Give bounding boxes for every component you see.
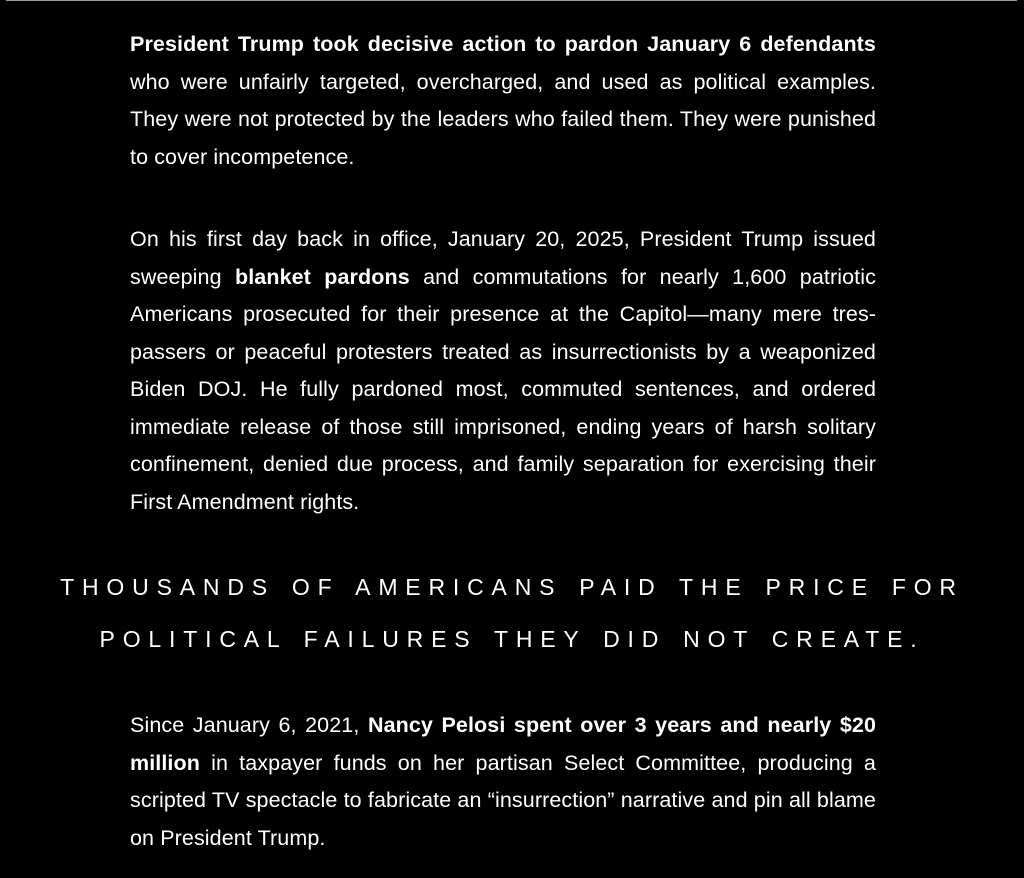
paragraph-pardon-intro: President Trump took decisive action to pardon January 6 defendants who were unfairly targeted, overcharged, and used as political examples. They were not protected by the leaders who failed them. They were punished to cover incompetence.: [130, 32, 876, 169]
paragraph-pelosi-committee: Since January 6, 2021, Nancy Pelosi spent over 3 years and nearly $20 million in taxpayer funds on her partisan Select Committee, producing a scripted TV spectacle to fabricate an “insurrection” narrative and pin all blame on President Trump.: [130, 713, 876, 850]
paragraph-blanket-pardons: On his first day back in office, January 20, 2025, President Trump issued sweeping blanket pardons and commutations for nearly 1,600 patriotic Americans prosecuted for their presence at the Capitol—many mere trespassers or peaceful protesters treated as insurrectionists by a weaponized Biden DOJ. He fully pardoned most, commuted sentences, and ordered immediate release of those still imprisoned, ending years of harsh solitary confinement, denied due process, and family separation for exercising their First Amendment rights.: [130, 227, 876, 514]
top-edge-line: [6, 0, 1017, 1]
pull-quote-heading: THOUSANDS OF AMERICANS PAID THE PRICE FOR POLITICAL FAILURES THEY DID NOT CREATE.: [60, 574, 964, 652]
